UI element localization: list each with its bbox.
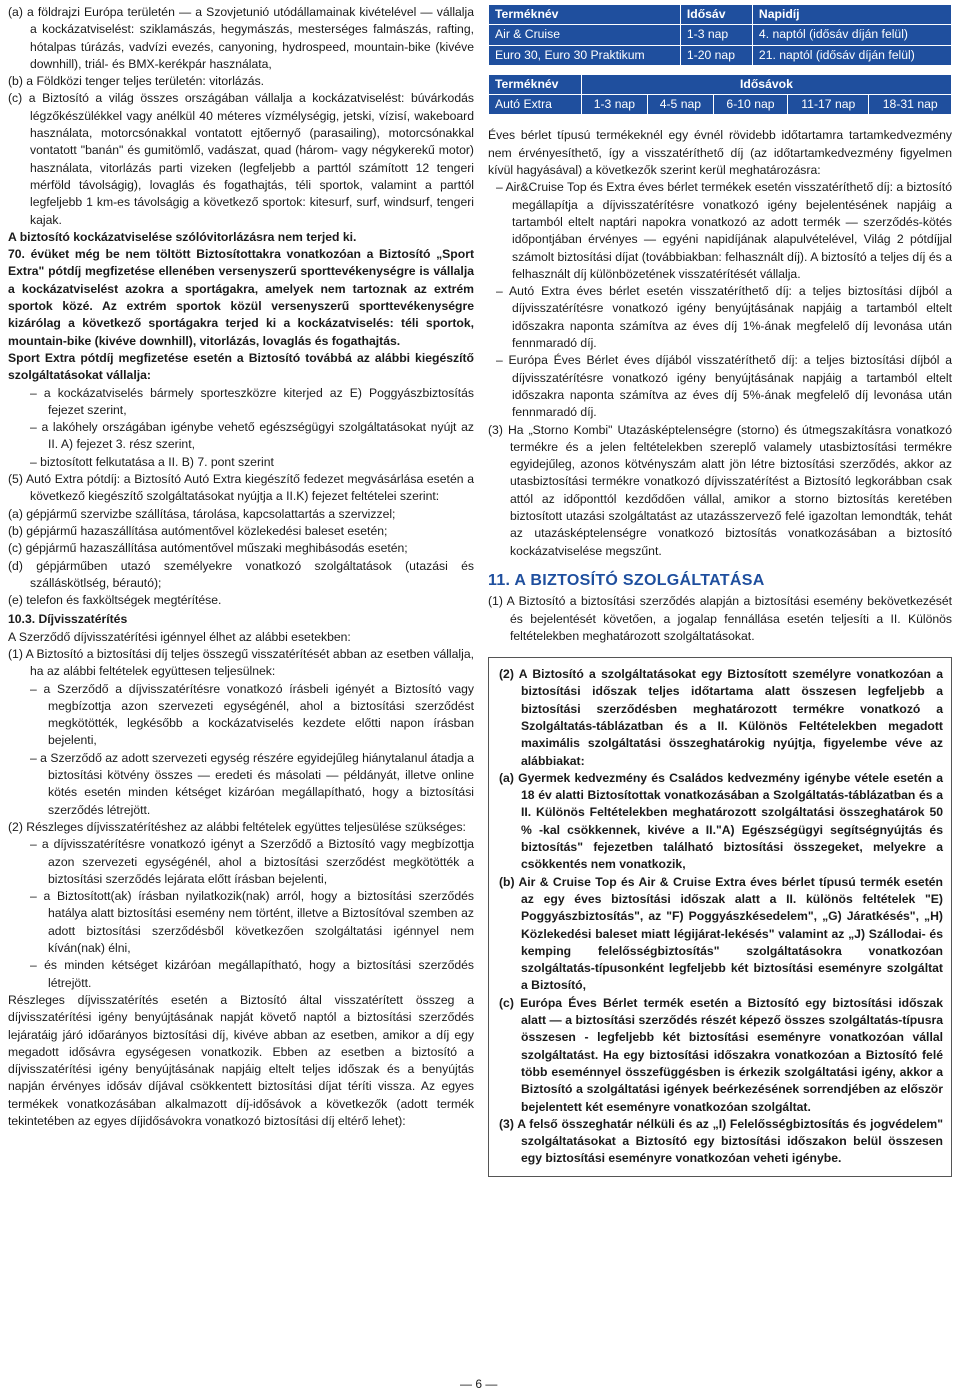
solo-sailing-exclusion: A biztosító kockázatviselése szólóvitorlázásra nem terjed ki.: [8, 229, 357, 244]
refund-partial-condition-2: – a Biztosított(ak) írásban nyilatkozik(nak) arról, hogy a biztosítási szerződés hatálya alatt biztosítási esemény nem történt, illetve a Biztosítóval szemben az adott biztosítási szerződésből következően szolgáltatási igénnyel nem kíván(nak) élni,: [30, 889, 474, 956]
auto-extra-paragraph: (5) Autó Extra pótdíj: a Biztosító Autó Extra kiegészítő fedezet megvásárlása esetén a következő kiegészítő szolgáltatásokat nyújtja a II.K) fejezet feltételei szerint:: [8, 472, 474, 504]
table-cell: Autó Extra: [489, 95, 582, 115]
auto-extra-item-e: (e) telefon és faxköltségek megtérítése.: [8, 593, 222, 608]
auto-extra-item-d: (d) gépjárműben utazó személyekre vonatkozó szolgáltatások (utazási és szálláskötlség, bérautó);: [8, 558, 474, 590]
sport-extra-item-3: – biztosított felkutatása a II. B) 7. pont szerint: [30, 454, 274, 469]
right-column: [488, 4, 952, 1177]
table-cell: Air & Cruise: [489, 25, 681, 45]
services-limits-box: [488, 657, 952, 1177]
table-cell: 4-5 nap: [647, 95, 713, 115]
table-header: Terméknév: [489, 74, 582, 94]
table-cell: 1-3 nap: [581, 95, 647, 115]
auto-extra-refund: – Autó Extra éves bérlet esetén visszatéríthető díj: a teljes biztosítási díjból a díjvisszatérítésre vonatkozó igény benyújtásának napjáig a tartamból eltelt időszakra naponta számítva az éves díj 1%-ának megfelelő díj levonása után fennmaradó díj.: [496, 284, 952, 351]
sport-list-b: (b) a Földközi tenger teljes területén: vitorlázás.: [8, 74, 265, 89]
storno-kombi-paragraph: (3) Ha „Storno Kombi" Utazásképtelenségre (storno) és útmegszakításra vonatkozó termékre és a jelen feltételekben szereplő valamely utasbiztosítási termékre egyidejűleg, azonos kötvényszám alatt jön létre biztosítási szerződés, akkor az utasbiztosítási termékre vonatkozó díjvisszatérítést a Biztosító legkorábban csak attól az időponttól kezdődően vállal, amikor a storno biztosítás keretében biztosított utazási szolgáltatást az utazásszervező felé igazoltan lemondták, tehát az utazásképtelenségre vonatkozó biztosítás vonatkozásában a biztosító kockázatviselése megszűnt.: [488, 422, 952, 558]
auto-extra-item-c: (c) gépjármű hazaszállítása autómentővel műszaki meghibásodás esetén;: [8, 541, 408, 556]
section-heading-10-3: 10.3. Díjvisszatérítés: [8, 612, 128, 627]
services-limit-b: (b) Air & Cruise Top és Air & Cruise Extra éves bérlet típusú termék esetén az egy éves biztosítási időszak alatt a II. különös feltételek "E) Poggyászbiztosítás", az "F) Poggyászkésedelem", „G) Járatkésés", „H) Közlekedési baleset miatt légijárat-lekésés" valamint az „J) Szállodai- és kemping felelősségbiztosítás" szolgáltatásokra vonatkozóan szolgáltatás-típusonként legfeljebb két biztosítási eseményre szolgáltat a Biztosító,: [499, 874, 943, 993]
sport-extra-item-1: – a kockázatviselés bármely sporteszközre kiterjed az E) Poggyászbiztosítás fejezet szerint,: [30, 385, 474, 417]
table-row: [489, 25, 952, 45]
sport-extra-paragraph: 70. évüket még be nem töltött Biztosítottakra vonatkozóan a Biztosító „Sport Extra" pótdíj megfizetése ellenében versenyszerű sporttevékenységre is vállalja a kockázatviselést azokra a sportágakra, amelyek nem tartoznak az extrém sportok közé. Az extrém sportok közül versenyszerű sporttevékenységre kizárólag a következő sportágakra terjed ki a kockázatviselés: téli sportok, mountain-bike (kivéve downhill), vitorlázás, lovaglás és fogathajtás.: [8, 247, 474, 348]
annual-pass-paragraph: Éves bérlet típusú termékeknél egy évnél rövidebb időtartamra tartamkedvezmény nem érvényesíthető, így a visszatéríthető díj (az időtartamkedvezmény figyelmen kívül hagyásával) a következők szerint kerül meghatározásra:: [488, 128, 952, 178]
table-cell: 21. naptól (idősáv díján felül): [752, 45, 951, 65]
table-row: [489, 45, 952, 65]
auto-extra-item-b: (b) gépjármű hazaszállítása autómentővel közlekedési baleset esetén;: [8, 523, 388, 538]
left-column: [8, 4, 474, 1130]
time-band-table: [488, 74, 952, 116]
services-limit-3: (3) A felső összeghatár nélküli és az „I) Felelősségbiztosítás és jogvédelem" szolgáltatásokat a Biztosító egy biztosítási időszakon belül összesen egy biztosítási eseményre vonatkozóan veheti igénybe.: [499, 1116, 943, 1166]
table-cell: 18-31 nap: [869, 95, 952, 115]
refund-full-condition-2: – a Szerződő az adott szervezeti egység részére egyidejűleg hiánytalanul átadja a biztosítási kötvény összes — eredeti és másolati — példányát, illetve online kötés esetén minden kétséget kizáróan megállapítható, hogy a biztosítási szerződés létrejött.: [30, 750, 474, 817]
table-row: [489, 95, 952, 115]
sport-list-c: (c) a Biztosító a világ összes országában vállalja a kockázatviselést: búvárkodás légzőkészülékkel vagy anélkül 40 méteres vízmélységig, jetski, vízisí, wakeboard használata, motorcsónakkal vontatott ejtőernyő (parasailing), motorcsónakkal vontatott "banán" és gumitömlő, vadászat, quad (három- vagy négykerekű motor) használata, vitorlázás parti vizeken (legfeljebb a parttól számított 12 tengeri mérföld távolságig), lovaglás és fogathajtás, téli sportok, valamint a parttól legfeljebb 1 km-es távolságig a következő sportok: kitesurf, surf, windsurf, tengeri kajak.: [8, 91, 474, 227]
daily-fee-table: [488, 4, 952, 66]
sport-extra-item-2: – a lakóhely országában igénybe vehető egészségügyi szolgáltatásokat nyújt az II. A) fejezet 3. rész szerint,: [30, 420, 474, 452]
air-cruise-refund: – Air&Cruise Top és Extra éves bérlet termékek esetén visszatéríthető díj: a biztosító megállapítja a díjvisszatérítésre vonatkozó igény bejelentésének napjáig a tartamból eltelt naptári napokra vonatkozó az adott termék — szerződés-kötés időpontjában érvényes — egyéni napidíjának alapulvételével, Világ 2 pótdíjjal számolt biztosítási díjat (továbbiakban: felhasznált díj). A biztosító a teljes díj és a felhasznált díj különbözetének visszatérítését vállalja.: [496, 180, 952, 281]
table-cell: Euro 30, Euro 30 Praktikum: [489, 45, 681, 65]
refund-full-condition-1: – a Szerződő a díjvisszatérítésre vonatkozó írásbeli igényét a Biztosító vagy megbízottja azon szervezeti egységénél, ahol a biztosítási szerződést megkötötték, legkésőbb a kockázatviselés kezdete előtti napon írásban bejelenti,: [30, 681, 474, 748]
sport-list-a: (a) a földrajzi Európa területén — a Szovjetunió utódállamainak kivételével — vállalja a kockázatviselést: sziklamászás, hegymászás, mesterséges falmászás, rafting, hótalpas túrázás, vadvízi evezés, canyoning, hydrospeed, mountain-bike (kivéve downhill), triál- és BMX-kerékpár használata,: [8, 5, 474, 71]
europe-pass-refund: – Európa Éves Bérlet éves díjából visszatéríthető díj: a teljes biztosítási díjból a díjvisszatérítésre vonatkozó igény benyújtásának napjáig a tartamból eltelt időszakra naponta számítva az éves díj 5%-ának megfelelő díj levonása után fennmaradó díj.: [496, 353, 952, 420]
refund-partial-condition-3: – és minden kétséget kizáróan megállapítható, hogy a biztosítási szerződés létrejött.: [30, 958, 474, 990]
table-cell: 1-3 nap: [680, 25, 752, 45]
refund-full-paragraph: (1) A Biztosító a biztosítási díj teljes összegű visszatérítését abban az esetben vállalja, ha az alábbi feltételek együttesen teljesülnek:: [8, 646, 474, 679]
refund-partial-condition-1: – a díjvisszatérítésre vonatkozó igényt a Szerződő a Biztosító vagy megbízottja azon szervezeti egységénél, ahol a biztosítási szerződést megkötötték a biztosítási szerződés lejárata előtt írásban bejelenti,: [30, 837, 474, 886]
table-header: Idősáv: [680, 5, 752, 25]
refund-intro: A Szerződő díjvisszatérítési igénnyel élhet az alábbi esetekben:: [8, 629, 351, 644]
page-number: — 6 —: [460, 1377, 498, 1391]
section-heading-11: 11. A BIZTOSÍTÓ SZOLGÁLTATÁSA: [488, 571, 765, 589]
table-cell: 6-10 nap: [713, 95, 787, 115]
refund-partial-paragraph: (2) Részleges díjvisszatérítéshez az alábbi feltételek együttes teljesülése szükséges:: [8, 819, 466, 834]
partial-refund-explanation: Részleges díjvisszatérítés esetén a Biztosító által visszatérített összeg a díjvisszatérítési igény benyújtásának napját követő naptól a biztosítási szerződés lejáratáig járó időarányos biztosítási díj, kivéve abban az esetben, amikor a díj egy megadott idősávra egységesen vonatkozik. Ebben az esetben a biztosító a díjvisszatérítési igény benyújtásának napjáig eltelt teljes időszak és a benyújtás napján érvényes idősáv díjával csökkentett biztosítási díjat téríti vissza. Az egyes termékek vonatkozásában alkalmazott díj-idősávok a következők (adott termék tekintetében az egyes díjidősávokra vonatkozó biztosítási díj eltérő lehet):: [8, 992, 474, 1128]
services-limit-a: (a) Gyermek kedvezmény és Családos kedvezmény igénybe vétele esetén a 18 év alatti Biztosítottak vonatkozásában a Szolgáltatás-táblázatban és a II. Különös Feltételekben meghatározott szolgáltatási összeghatárok 50 % -kal csökkennek, kivéve a II."A) Egészségügyi segítségnyújtás és biztosítás" fejezetben található biztosítási összegeket, melyekre a csökkentés nem vonatkozik,: [499, 770, 943, 872]
services-limit-c: (c) Európa Éves Bérlet termék esetén a Biztosító egy biztosítási időszak alatt — a biztosítási szerződés részét képező összes szolgáltatás-típusra összesen - legfeljebb két biztosítási eseményre vonatkozóan vállal szolgáltatást. Ha egy biztosítási időszakra vonatkozóan a Biztosító felé több eseménnyel összefüggésben is érkezik szolgáltatási igény, akkor a Biztosító a szolgáltatási igények beérkezésének sorrendjében az először bejelentett két eseményre vonatkozóan szolgáltat.: [499, 995, 943, 1114]
table-cell: 11-17 nap: [788, 95, 869, 115]
table-header: Idősávok: [581, 74, 951, 94]
table-header: Terméknév: [489, 5, 681, 25]
services-limit-2: (2) A Biztosító a szolgáltatásokat egy Biztosított személyre vonatkozóan a biztosítási időszak teljes időtartama alatt összesen legfeljebb a biztosítási szerződésben meghatározott termékre vonatkozó a Szolgáltatás-táblázatban és a II. Különös Feltételekben megadott maximális szolgáltatási összeghatárokig nyújtja, figyelembe véve az alábbiakat:: [499, 667, 943, 768]
table-header: Napidíj: [752, 5, 951, 25]
table-cell: 4. naptól (idősáv díján felül): [752, 25, 951, 45]
table-cell: 1-20 nap: [680, 45, 752, 65]
auto-extra-item-a: (a) gépjármű szervizbe szállítása, tárolása, kapcsolattartás a szervizzel;: [8, 506, 396, 521]
services-paragraph-1: (1) A Biztosító a biztosítási szerződés alapján a biztosítási esemény bekövetkezését és bejelentését követően, a jogalap fennállása esetén teljesíti a II. Különös feltételekben meghatározott szolgáltatásokat.: [488, 594, 952, 643]
sport-extra-services-intro: Sport Extra pótdíj megfizetése esetén a Biztosító továbbá az alábbi kiegészítő szolgáltatásokat vállalja:: [8, 350, 474, 383]
